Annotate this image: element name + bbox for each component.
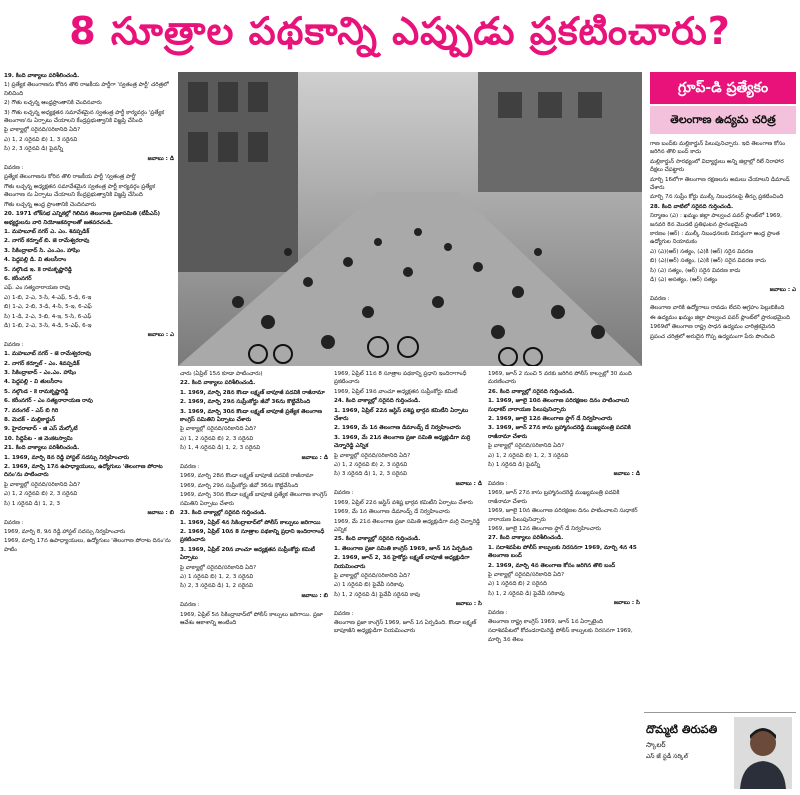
text-line: తెలంగాణ ప్రజా కాంగ్రెస్ 1969, జూన్ 1న ఏర్పడింది. కొండా లక్ష్మణ్ బాపూజీని అధ్యక్షుడిగా నియమించారు [334, 619, 477, 635]
text-line: పై వాక్యాల్లో సరైనది/సరికానిది ఏది? [334, 572, 411, 579]
text-line: జవాబు : సి [455, 601, 482, 608]
text-line: 1969, మార్చి 30న కొండా లక్ష్మణ్ బాపూజీ ప్రత్యేక తెలంగాణ కాంగ్రెస్ సమితిని ఏర్పాటు చేశారు [180, 492, 328, 507]
text-line: పై వాక్యాల్లో సరైనది/సరికానిది ఏది? [180, 564, 257, 571]
text-line: 2. నాగర్ కర్నూల్ - ఎం. శివప్పడిక్ [4, 360, 80, 367]
text-line: ఎ) 1 సరైనది బి) 2 సరైనది [488, 581, 547, 588]
text-line: మల్లికార్జున్ సారథ్యంలో విద్యార్థులు అన్ని జిల్లాల్లో రిలే నిరాహార దీక్షలు చేపట్టారు [650, 158, 784, 174]
text-line: 1969లో తెలంగాణ రాష్ట్ర సాధన ఉద్యమం చారిత్రకమైనది [650, 324, 776, 331]
section-ribbon: గ్రూప్-డి ప్రత్యేకం [650, 72, 796, 104]
text-line: ఈ ఉద్యమం ఖమ్మం జిల్లా పాల్వంచ పవర్ ప్లాంట్‌లో ప్రారంభమైంది [650, 314, 790, 321]
text-line: 1. 1969, మార్చి 28న కొండా లక్ష్మణ్ బాపూజీ పదవికి రాజీనామా [180, 389, 325, 396]
text-line: ఎ) 1-బి, 2-ఎ, 3-సి, 4-ఎఫ్, 5-డి, 6-ఇ [4, 294, 92, 301]
section-subtitle: తెలంగాణ ఉద్యమ చరిత్ర [650, 106, 796, 134]
text-line: 1969, ఏప్రిల్ 11న 8 సూత్రాల పథకాన్ని ప్రధాని ఇందిరాగాంధీ ప్రకటించారు [334, 371, 467, 386]
text-line: జవాబు : డి [613, 471, 640, 478]
historical-protest-photo [178, 72, 642, 366]
text-line: సి) 1 సరైనవి డి) 1, 2, 3 [4, 500, 61, 507]
text-line: ఎఫ్. ఎం సత్యనారాయణ రావు [4, 285, 71, 292]
text-line: సి) 1, 2 సరైనవి డి) పైవేవీ సరైనవి కావు [334, 591, 421, 598]
text-line: కారణం (ఆర్) : ముల్కీ నిబంధనలకు విరుద్ధంగా ఆంధ్ర ప్రాంత ఉద్యోగుల నియామకం [650, 231, 780, 246]
text-line: 1969, మార్చి 28న కొండా లక్ష్మణ్ బాపూజీ పదవికి రాజీనామా [180, 473, 314, 480]
text-line: 22. కింది వాక్యాలు పరిశీలించండి. [180, 380, 256, 387]
text-line: 10. సిద్దిపేట - జి వెంకటస్వామి [4, 435, 73, 442]
text-line: 1969, మే 21న తెలంగాణ ప్రజా సమితి అధ్యక్షుడిగా మర్రి చెన్నారెడ్డి ఎన్నిక [334, 518, 481, 533]
text-line: ప్రత్యేక తెలంగాణను కోరిన తొలి రాజకీయ పార్టీ 'స్వతంత్ర పార్టీ' [4, 174, 137, 181]
text-line: గాణ బంద్‌కు మల్లికార్జున్ పిలుపునిచ్చారు. ఇది తెలంగాణ కోసం జరిగిన తొలి బంద్ కాదు [650, 141, 786, 156]
text-line: 9. హైదరాబాద్ - జి ఎస్ మేల్కోటే [4, 426, 78, 433]
text-line: 2. 1969, జూలై 12న తెలంగాణ ఫ్లాగ్ డే నిర్వహించారు [488, 416, 613, 423]
text-line: వివరణ : [4, 519, 24, 526]
text-line: 1969, ఏప్రిల్ 19న వాంచూ అధ్యక్షతన సుప్రీంకోర్టు కమిటీ [334, 388, 458, 395]
text-line: 21. కింది వాక్యాలు పరిశీలించండి. [4, 445, 80, 452]
text-line: ఎ) 1 సరైనవి బి) 1, 2, 3 సరైనవి [180, 573, 254, 580]
text-line: 26. కింది వాక్యాల్లో సరైనది గుర్తించండి. [488, 388, 575, 395]
text-line: 1969, జూన్ 2 నుంచి 5 వరకు జరిగిన పోలీస్ కాల్పుల్లో 30 మంది మరణించారు [488, 371, 632, 386]
text-line: బి) 1-ఎ, 2-బి, 3-డి, 4-సి, 5-ఇ, 6-ఎఫ్ [4, 304, 92, 311]
text-line: మార్చి 7న సుప్రీం కోర్టు ముల్కీ నిబంధనలపై తీర్పు ప్రకటించింది [650, 194, 784, 201]
text-line: తెలంగాణ వారికి ఉద్యోగాలు రావడం లేదని ఆగ్రహం పెల్లుబికింది [650, 305, 785, 312]
text-line: జవాబు : బి [147, 510, 174, 517]
text-line: సి) (ఎ) సత్యం, (ఆర్) సరైన వివరణ కాదు [650, 267, 741, 274]
text-line: 2. 1969, ఏప్రిల్ 10న 8 సూత్రాల పథకాన్ని ప్రధాని ఇందిరాగాంధీ ప్రకటించారు [180, 528, 325, 544]
text-line: వివరణ : [488, 480, 508, 487]
text-line: 1. తెలంగాణ ప్రజా సమితి కాంగ్రెస్ 1969, జూన్ 1న ఏర్పడింది [334, 545, 473, 552]
text-line: 1969, జూలై 10న తెలంగాణ పరిరక్షణల దినం పాటించాలని సుధాకర్ నారాయణ పిలుపునిచ్చారు [488, 508, 638, 523]
text-line: 28. కింది వాటిలో సరైనది గుర్తించండి. [650, 203, 734, 210]
text-line: 2. 1969, మార్చి 4న తెలంగాణ కోసం జరిగిన తొలి బంద్ [488, 562, 616, 569]
text-line: 24. కింది వాక్యాల్లో సరైనది గుర్తించండి. [334, 398, 421, 405]
text-line: వివరణ : [180, 602, 200, 609]
text-line: 1. సదాశివపేట పోలీస్ కాల్పులకు నిరసనగా 1969, మార్చి 4న 45 తెలంగాణ బంద్ [488, 544, 637, 560]
text-line: 1969, జూలై 12న తెలంగాణ ఫ్లాగ్ డే నిర్వహించారు [488, 525, 601, 532]
text-line: జవాబు : సి [613, 600, 640, 607]
author-role: స్కాలర్ [646, 741, 666, 749]
text-line: 1969, ఏప్రిల్ 22న జస్టిస్ వశిష్ట భార్గవ కమిటీని ఏర్పాటు చేశారు [334, 499, 473, 506]
text-line: వివరణ : [334, 610, 354, 617]
text-line: ఎ) 1, 2 సరైనవి బి) 2, 3 సరైనవి [180, 435, 254, 442]
text-line: పై వాక్యాల్లో సరైనది/సరికానిది ఏది? [4, 481, 81, 488]
text-line: జవాబు : డి [147, 155, 174, 162]
text-line: వివరణ : [4, 165, 24, 172]
text-line: 27. కింది వాక్యాలు పరిశీలించండి. [488, 535, 564, 542]
author-qualification: ఎస్‌ జే స్టడీ సర్కిల్ [646, 753, 688, 760]
text-line: తెలంగాణ రాష్ట్ర కాంగ్రెస్ 1969, జూన్ 1న ఏర్పాటైంది [488, 618, 604, 625]
text-line: 3. 1969, ఏప్రిల్ 20న వాంచూ అధ్యక్షతన సుప్రీంకోర్టు కమిటీ ఏర్పాటు [180, 546, 315, 562]
text-line: 19. కింది వాక్యాలు పరిశీలించండి. [4, 73, 80, 79]
text-line: 1969, మార్చి 17న ఉపాధ్యాయులు, ఉద్యోగులు 'తెలంగాణ పోరాట దినం'ను పాటిం [4, 538, 171, 553]
author-name: దొమ్మటి తిరుపతి [646, 723, 718, 736]
text-line: 25. కింది వాక్యాల్లో సరైనది గుర్తించండి. [334, 536, 421, 543]
text-line: నిర్మాణం (ఎ) : ఖమ్మం జిల్లా పాల్వంచ పవర్ ప్లాంట్‌లో 1969, జనవరి 8న మొదటి ప్రతిఘటన ప్రారంభమైంది [650, 213, 782, 228]
text-line: 3. 1969, మే 21న తెలంగాణ ప్రజా సమితి అధ్యక్షుడిగా మర్రి చెన్నారెడ్డి ఎన్నిక [334, 434, 471, 450]
text-line: జవాబు : డి [301, 454, 328, 461]
text-line: 2. 1969, జూన్ 2, 3న హైకోర్టు లక్ష్మణ్ బాపూజీ అధ్యక్షుడిగా నియమించారు [334, 555, 470, 570]
text-line: సి) 1-డి, 2-ఎ, 3-బి, 4-ఇ, 5-సి, 6-ఎఫ్ [4, 313, 92, 320]
text-line: మార్చి 16లోగా తెలంగాణ రక్షణలను అమలు చేయాలని డిమాండ్ చేశారు [650, 176, 790, 192]
question-column-2 [180, 370, 328, 790]
text-line: ఎ) (ఎ)(ఆర్) సత్యం, (ఎ)కి (ఆర్) సరైన వివరణ [650, 248, 754, 255]
text-line: 3. 1969, జూన్ 27న కాసు బ్రహ్మానందరెడ్డి ముఖ్యమంత్రి పదవికి రాజీనామా చేశారు [488, 425, 631, 440]
text-line: 2. నాగర్ కర్నూల్ బి. జె రామేశ్వరరావు [4, 238, 90, 245]
text-line: 2. 1969, మే 1న తెలంగాణ డిమాండ్స్ డే నిర్వహించారు [334, 425, 461, 432]
text-line: 3. సికింద్రాబాద్ - ఎం.ఎం. హాషిం [4, 370, 77, 376]
text-line: 1. 1969, ఏప్రిల్ 22న జస్టిస్ వశిష్ట భార్గవ కమిటీని ఏర్పాటు చేశారు [334, 407, 469, 423]
text-line: పై వాక్యాల్లో సరైనది/సరికానిది ఏది? [488, 443, 565, 450]
headline: 8 సూత్రాల పథకాన్ని ఎప్పుడు ప్రకటించారు? [69, 9, 731, 53]
text-line: ఎ) 1 సరైనవి బి) పైవేవీ సరికావు [334, 582, 404, 589]
text-line: 3. 1969, మార్చి 30న కొండా లక్ష్మణ్ బాపూజీ ప్రత్యేక తెలంగాణ కాంగ్రెస్ సమితిని ఏర్పాటు చేశారు [180, 408, 323, 424]
text-line: 1. మహబూబ్ నగర్ ఎ. ఎం. శివప్పడిక్ [4, 228, 90, 235]
text-line: పై వాక్యాల్లో సరైనది/సరికానిది ఏది? [334, 452, 411, 459]
text-line: వివరణ : [180, 464, 200, 471]
text-line: 5. నల్గొండ - కె రామకృష్ణారెడ్డి [4, 388, 69, 395]
text-line: సి) 1, 4 సరైనవి డి) 1, 2, 3 సరైనవి [180, 445, 261, 452]
text-line: 8. మెదక్ - మల్లికార్జున్ [4, 417, 56, 424]
text-line: సి) 1 సరైనది డి) పైవన్నీ [488, 462, 541, 469]
text-line: సి) 2, 3 సరైనవి డి) 1, 2 సరైనవి [180, 583, 253, 590]
text-line: 6. కరీంనగర్ [4, 275, 32, 282]
text-line: 1. మహబూబ్ నగర్ - జె రామేశ్వరరావు [4, 351, 92, 358]
text-line: గౌతు లచ్చన్న అధ్యక్షతన సమావేశమైన స్వతంత్ర పార్టీ కార్యవర్గం ప్రత్యేక తెలంగాణ ను ఏర్పాటు చేయాలని కేంద్రప్రభుత్వానికి విజ్ఞప్తి చేసింది [4, 183, 156, 199]
text-line: పై వాక్యాల్లో సరైనది/సరికానిది ఏది? [4, 127, 81, 134]
question-column-3 [334, 370, 482, 790]
text-line: 1969, జూన్ 27న కాసు బ్రహ్మానందరెడ్డి ముఖ్యమంత్రి పదవికి రాజీనామా చేశారు [488, 490, 620, 505]
text-line: 1. 1969, మార్చి 8న రెడ్డి హాస్టల్ సదస్సు నిర్వహించారు [4, 454, 130, 461]
text-line: సదాశివపేటలో కోదండరామిరెడ్డి పోలీస్ కాల్పులకు నిరసనగా 1969, మార్చి 3న తెలం [488, 628, 633, 643]
text-line: జవాబు : బి [301, 592, 328, 599]
text-line: వివరణ : [334, 490, 354, 497]
text-line: 2. 1969, మార్చి 29న సుప్రీంకోర్టు జీవో 36ను కొట్టివేసింది [180, 399, 311, 406]
text-line: 4. పెద్దపల్లి - వి తులసీరాం [4, 379, 63, 386]
text-line: 1. 1969, ఏప్రిల్ 4న సికింద్రాబాద్‌లో పోలీస్ కాల్పులు జరిగాయి [180, 519, 321, 526]
text-line: 1969, మే 1న తెలంగాణ డిమాండ్స్ డే నిర్వహించారు [334, 509, 450, 516]
text-line: వివరణ : [4, 341, 24, 348]
text-line: 3) గౌతు లచ్చన్న అధ్యక్షతన సమావేశమైన స్వతంత్ర పార్టీ కార్యవర్గం 'ప్రత్యేక తెలంగాణ'ను ఏర్పాటు చేయాలని కేంద్రప్రభుత్వానికి విజ్ఞప్తి చేసింది [4, 109, 165, 125]
text-line: 4. పెద్దపల్లి డి. వి తులసీరాం [4, 257, 67, 264]
avatar-icon [734, 717, 792, 789]
text-line: వివరణ : [488, 609, 508, 616]
text-line: 7. వరంగల్ - ఎస్ బి గిరి [4, 407, 59, 414]
text-line: గౌతు లచ్చన్న ఆంధ్ర ప్రాంతానికి చెందినవారు [4, 201, 96, 208]
author-photo [734, 717, 792, 789]
text-line: 1) ప్రత్యేక తెలంగాణను కోరిన తొలి రాజకీయ పార్టీగా 'స్వతంత్ర పార్టీ' చరిత్రలో నిలిచింది [4, 82, 169, 97]
text-line: 23. కింది వాక్యాల్లో సరైనది గుర్తించండి. [180, 510, 267, 517]
text-line: ప్రపంచ చరిత్రలో అరుదైన గొప్ప ఉద్యమంగా పేరు పొందింది [650, 333, 775, 340]
text-line: 3. సికింద్రాబాద్ సి. ఎం.ఎం. హాషిం [4, 247, 80, 254]
text-line: 1969, మార్చి 8, 9న రెడ్డి హాస్టల్ సదస్సు నిర్వహించారు [4, 528, 126, 535]
text-line: పై వాక్యాల్లో సరైనది/సరికానిది ఏది? [488, 571, 565, 578]
text-line: 1. 1969, జూలై 10న తెలంగాణ పరిరక్షణల దినం పాటించాలని సుధాకర్ నారాయణ పిలుపునిచ్చారు [488, 398, 630, 413]
text-line: ఎ) 1, 2 సరైనవి బి) 1, 3 సరైనవి [4, 136, 78, 143]
question-column-1 [4, 72, 174, 790]
text-line: సి) 1, 2 సరైనవి డి) పైవేవీ సరికావు [488, 590, 565, 597]
crowd-street-image [178, 72, 642, 366]
author-block [644, 712, 796, 793]
text-line: చారు (ఏప్రిల్ 15న కూడా పాటించారు) [180, 371, 263, 377]
text-line: 5. నల్గొండ ఇ. కె రామకృష్ణారెడ్డి [4, 266, 72, 273]
question-column-4 [488, 370, 640, 790]
text-line: వివరణ : [650, 295, 670, 302]
text-line: 2. 1969, మార్చి 17న ఉపాధ్యాయులు, ఉద్యోగులు 'తెలంగాణ పోరాట దినం'ను పాటించారు [4, 464, 163, 479]
text-line: సి) 2, 3 సరైనవి డి) పైవన్నీ [4, 146, 64, 153]
text-line: ఎ) 1, 2 సరైనవి బి) 2, 3 సరైనవి [334, 462, 408, 469]
text-line: 1969, మార్చి 29న సుప్రీంకోర్టు జీవో 36ను కొట్టివేసింది [180, 482, 299, 489]
text-line: జవాబు : ఎ [769, 286, 796, 293]
text-line: 1969, ఏప్రిల్ 5న సికింద్రాబాద్‌లో పోలీస్ కాల్పులు జరిగాయి. ప్రజా ఆవేశం ఆకాశాన్ని అంటింది [180, 611, 323, 626]
text-line: ఎ) 1, 2 సరైనవి బి) 1, 2, 3 సరైనవి [488, 452, 569, 459]
text-line: 6. కరీంనగర్ - ఎం సత్యనారాయణ రావు [4, 398, 93, 405]
text-line: 20. 1971 లోక్‌సభ ఎన్నికల్లో గెలిచిన తెలంగాణ ప్రజాసమితి (టీపీఎస్) అభ్యర్థులను వారి నియోజకవర్గాలతో జతపరచండి. [4, 211, 161, 226]
text-line: బి) (ఎ)(ఆర్) సత్యం, (ఎ)కి (ఆర్) సరైన వివరణ కాదు [650, 258, 766, 265]
text-line: పై వాక్యాల్లో సరైనది/సరికానిది ఏది? [180, 426, 257, 433]
text-line: డి) (ఎ) అసత్యం, (ఆర్) సత్యం [650, 277, 718, 284]
text-line: సి) 3 సరైనది డి) 1, 2, 3 సరైనవి [334, 471, 407, 478]
text-line: 2) గౌతు లచ్చన్న ఆంధ్రప్రాంతానికి చెందినవారు [4, 100, 102, 107]
question-column-5 [650, 140, 796, 706]
text-line: జవాబు : ఎ [147, 332, 174, 339]
text-line: డి) 1-బి, 2-ఎ, 3-సి, 4-డి, 5-ఎఫ్, 6-ఇ [4, 322, 92, 329]
text-line: జవాబు : డి [455, 480, 482, 487]
text-line: ఎ) 1, 2 సరైనవి బి) 2, 3 సరైనవి [4, 491, 78, 498]
